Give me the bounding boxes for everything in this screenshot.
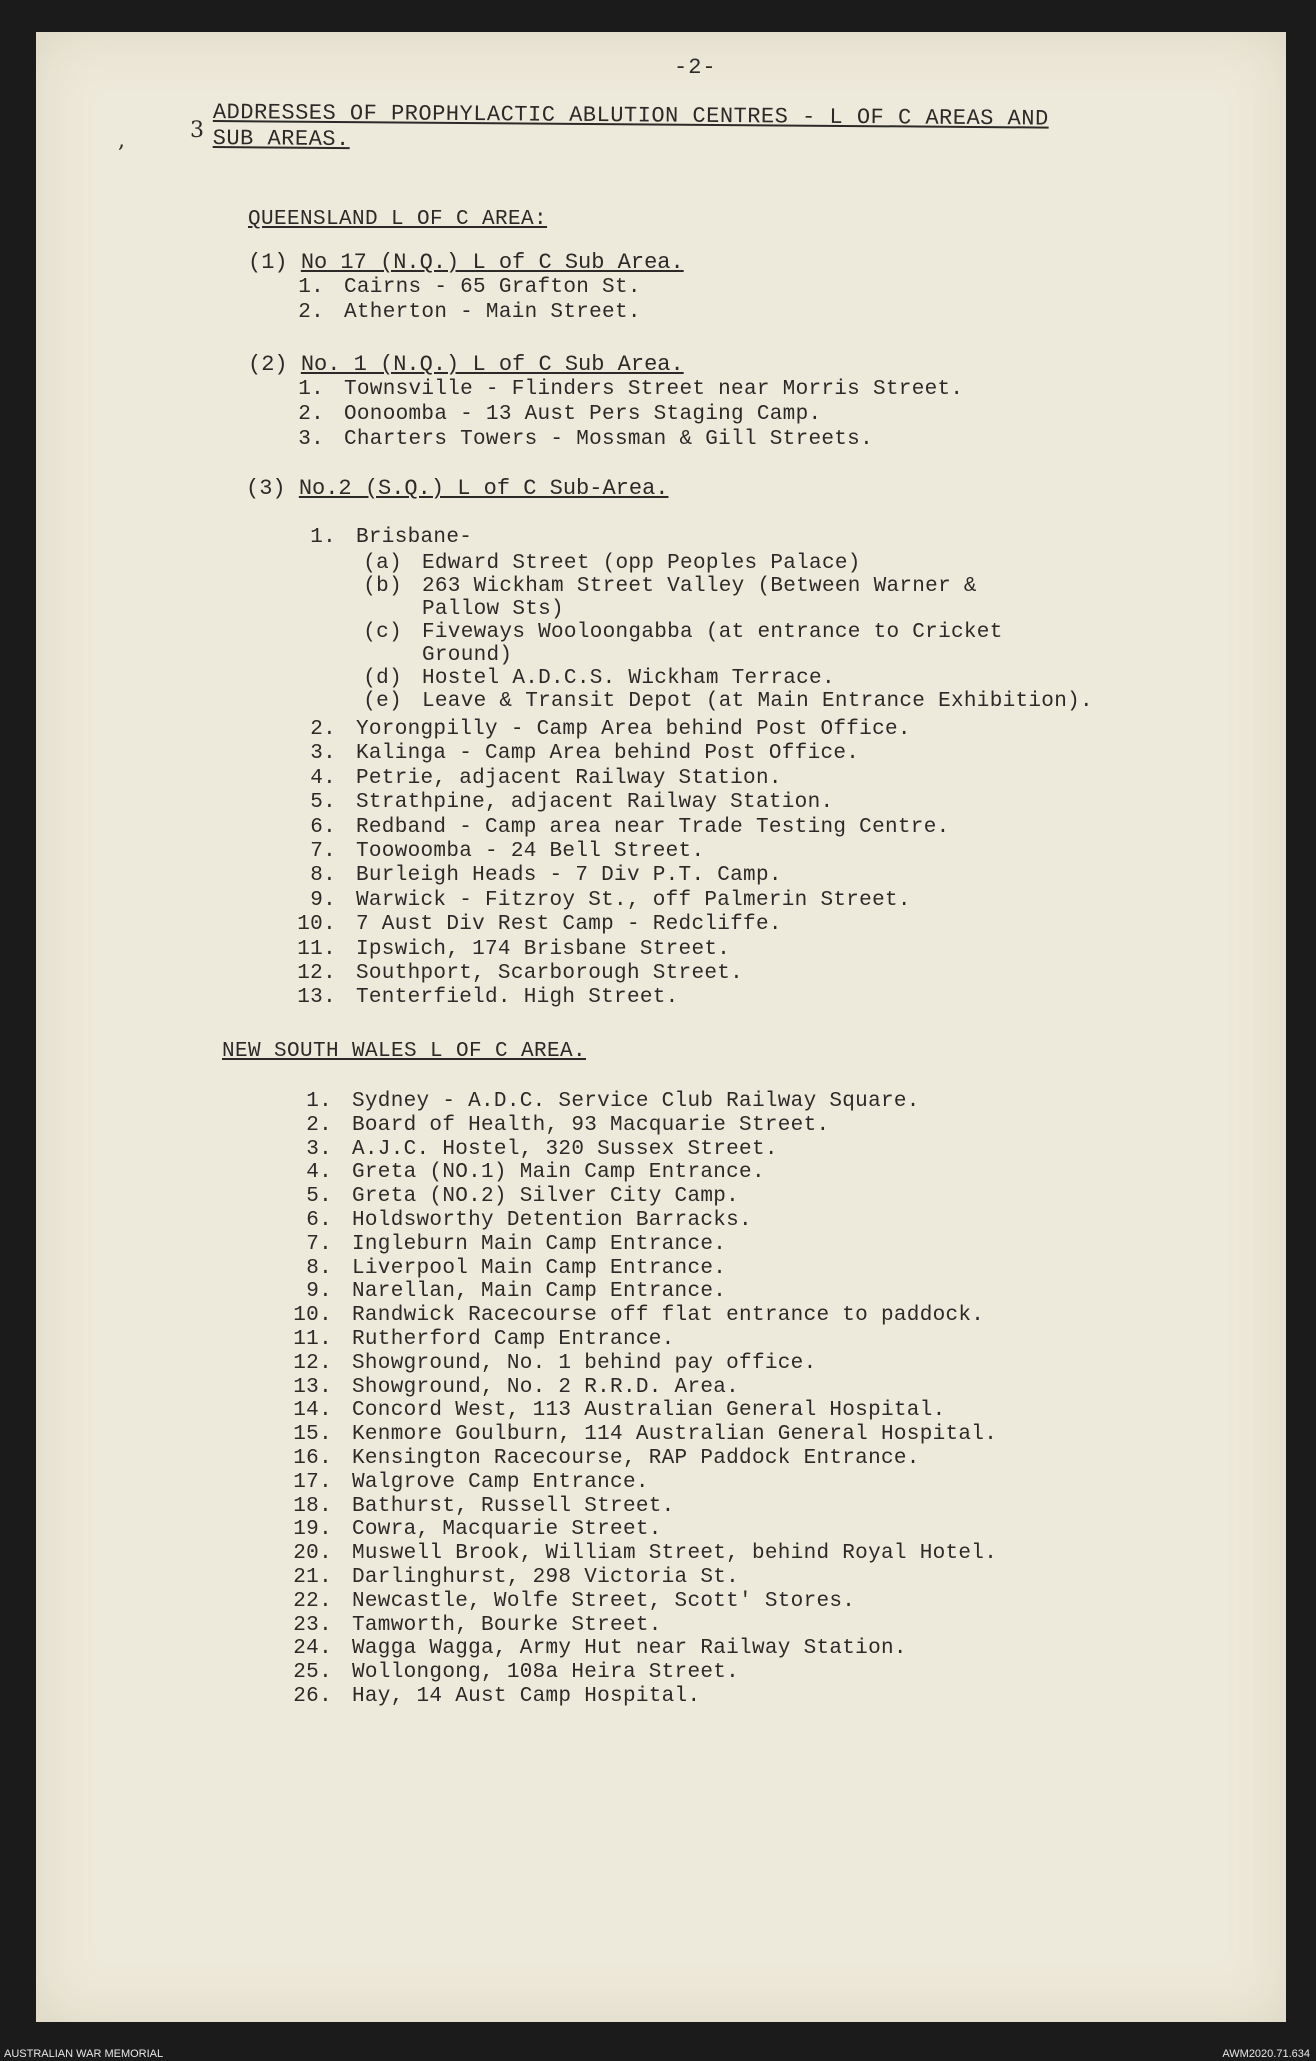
list-item (362, 575, 977, 599)
item-text: Sydney - A.D.C. Service Club Railway Square. (352, 1090, 920, 1113)
item-number: 1. (310, 526, 336, 549)
list-item (288, 1328, 675, 1352)
item-number: (a) (363, 552, 402, 575)
item-number: 1. (298, 378, 324, 401)
item-number: 26. (293, 1685, 332, 1708)
list-item (288, 1495, 675, 1519)
list-item (292, 889, 911, 913)
item-text: 7 Aust Div Rest Camp - Redcliffe. (356, 913, 782, 937)
item-number: 2. (306, 1113, 332, 1137)
item-text: Greta (NO.2) Silver City Camp. (352, 1185, 740, 1209)
item-text: Redband - Camp area near Trade Testing Centre. (356, 815, 950, 839)
list-item (292, 791, 833, 815)
list-item (288, 1614, 662, 1638)
item-text: Rutherford Camp Entrance. (352, 1328, 675, 1351)
list-item (362, 621, 1003, 645)
item-text: Narellan, Main Camp Entrance. (352, 1280, 727, 1304)
sub-area-1-heading (248, 250, 684, 275)
item-number: 6. (306, 1209, 332, 1232)
item-number: 2. (298, 403, 324, 426)
item-number: 13. (297, 986, 336, 1010)
item-text: Charters Towers - Mossman & Gill Streets. (344, 428, 873, 451)
item-text: Burleigh Heads - 7 Div P.T. Camp. (356, 864, 782, 888)
list-item (288, 1376, 739, 1400)
margin-mark: , (118, 128, 125, 153)
list-item (288, 1352, 816, 1376)
archive-name: AUSTRALIAN WAR MEMORIAL (4, 2048, 164, 2060)
list-item (288, 1471, 649, 1495)
sub-area-number: (2) (248, 352, 288, 377)
item-text: Bathurst, Russell Street. (352, 1494, 675, 1518)
item-number: 13. (293, 1375, 332, 1399)
list-item (362, 598, 564, 622)
list-item (292, 816, 950, 840)
list-item (288, 1280, 726, 1304)
list-item (362, 552, 861, 576)
list-item (288, 1161, 765, 1185)
item-number: 17. (293, 1470, 332, 1494)
item-text: 263 Wickham Street Valley (Between Warner & (422, 575, 977, 598)
list-item (292, 718, 911, 742)
item-text: Muswell Brook, William Street, behind Royal Hotel. (352, 1542, 998, 1566)
item-text: Randwick Racecourse off flat entrance to paddock. (352, 1304, 985, 1328)
list-item (288, 1257, 726, 1281)
list-item (292, 962, 743, 986)
list-item (288, 1637, 907, 1661)
margin-number: 3 (190, 118, 204, 143)
item-number: 3. (306, 1137, 332, 1161)
queensland-heading: QUEENSLAND L OF C AREA: (248, 208, 548, 231)
list-item (288, 1542, 997, 1566)
item-number: 5. (310, 791, 336, 815)
list-item (288, 1399, 946, 1423)
item-text: Cowra, Macquarie Street. (352, 1518, 662, 1542)
item-number: 23. (293, 1613, 332, 1637)
item-text: Newcastle, Wolfe Street, Scott' Stores. (352, 1589, 856, 1613)
list-item (362, 644, 512, 668)
item-number: 4. (306, 1161, 332, 1185)
list-item (288, 1233, 726, 1257)
item-text: Southport, Scarborough Street. (356, 962, 744, 985)
item-text: Concord West, 113 Australian General Hospital. (352, 1399, 946, 1423)
item-text: Ingleburn Main Camp Entrance. (352, 1232, 727, 1256)
item-text: Liverpool Main Camp Entrance. (352, 1256, 727, 1280)
nsw-heading: NEW SOUTH WALES L OF C AREA. (222, 1040, 587, 1063)
item-text: Leave & Transit Depot (at Main Entrance Exhibition). (422, 690, 1093, 713)
item-number: 9. (306, 1280, 332, 1304)
item-text: Strathpine, adjacent Railway Station. (356, 791, 834, 815)
item-number: 16. (293, 1447, 332, 1470)
sub-area-label: No 17 (N.Q.) L of C Sub Area. (300, 250, 684, 275)
list-item (288, 1518, 662, 1542)
sub-area-label: No. 1 (N.Q.) L of C Sub Area. (300, 352, 684, 377)
page-number: -2- (674, 55, 717, 80)
list-item (290, 301, 641, 325)
item-number: 2. (298, 301, 324, 324)
item-number: 8. (310, 864, 336, 888)
item-number: 3. (298, 428, 324, 451)
document-title: ADDRESSES OF PROPHYLACTIC ABLUTION CENTRES - L OF C AREAS AND SUB AREAS. (212, 100, 1049, 153)
item-text: A.J.C. Hostel, 320 Sussex Street. (352, 1137, 778, 1161)
item-number: (e) (363, 690, 402, 713)
sub-area-number: (3) (246, 476, 286, 501)
item-number: 1. (306, 1090, 332, 1113)
item-number: 2. (310, 718, 336, 741)
item-number: 6. (310, 815, 336, 839)
item-number: 22. (293, 1589, 332, 1613)
list-item (292, 767, 782, 791)
list-item (290, 378, 963, 402)
sub-area-label: No.2 (S.Q.) L of C Sub-Area. (298, 476, 669, 501)
sub-area-3-heading (246, 476, 668, 501)
item-number: 10. (297, 913, 336, 937)
list-item (292, 840, 704, 864)
item-number: 7. (306, 1232, 332, 1256)
item-number: 25. (293, 1661, 332, 1685)
item-number: 5. (306, 1185, 332, 1209)
item-text: Greta (NO.1) Main Camp Entrance. (352, 1161, 765, 1185)
item-number: 12. (297, 962, 336, 985)
item-text: Wagga Wagga, Army Hut near Railway Station. (352, 1637, 907, 1661)
item-number: 15. (293, 1423, 332, 1447)
list-item (362, 667, 835, 691)
list-item (290, 276, 641, 300)
item-number: 10. (293, 1304, 332, 1328)
list-item (288, 1661, 739, 1685)
list-item (288, 1090, 920, 1114)
list-item (288, 1590, 855, 1614)
list-item (292, 938, 730, 962)
list-item (292, 742, 859, 766)
item-number: 7. (310, 840, 336, 863)
sub-area-number: (1) (248, 250, 288, 275)
item-number: 3. (310, 742, 336, 766)
list-item (288, 1685, 700, 1709)
item-text: Showground, No. 1 behind pay office. (352, 1351, 817, 1375)
list-item (288, 1138, 778, 1162)
item-text: Wollongong, 108a Heira Street. (352, 1661, 740, 1685)
item-text: Hay, 14 Aust Camp Hospital. (352, 1685, 701, 1708)
item-text: Oonoomba - 13 Aust Pers Staging Camp. (344, 403, 822, 426)
item-text: Showground, No. 2 R.R.D. Area. (352, 1375, 740, 1399)
item-text: Ground) (422, 644, 513, 667)
list-item (288, 1304, 984, 1328)
item-number: 11. (297, 937, 336, 961)
item-text: Kenmore Goulburn, 114 Australian General Hospital. (352, 1423, 998, 1447)
item-text: Atherton - Main Street. (344, 301, 641, 324)
document-page (36, 32, 1286, 2022)
item-text: Townsville - Flinders Street near Morris Street. (344, 378, 964, 401)
item-text: Pallow Sts) (422, 598, 564, 621)
list-item (292, 864, 782, 888)
list-item (290, 428, 873, 452)
item-number: 14. (293, 1399, 332, 1423)
item-number: 18. (293, 1494, 332, 1518)
list-item (288, 1423, 997, 1447)
item-text: Kalinga - Camp Area behind Post Office. (356, 742, 860, 766)
item-text: Board of Health, 93 Macquarie Street. (352, 1113, 830, 1137)
item-text: Ipswich, 174 Brisbane Street. (356, 937, 731, 961)
list-item (292, 913, 782, 937)
list-item (288, 1447, 920, 1471)
item-text: Edward Street (opp Peoples Palace) (422, 552, 861, 575)
item-text: Petrie, adjacent Railway Station. (356, 766, 782, 790)
item-text: Darlinghurst, 298 Victoria St. (352, 1566, 740, 1589)
item-number: 19. (293, 1518, 332, 1542)
list-item (362, 690, 1093, 714)
list-item (288, 1209, 752, 1233)
item-text: Holdsworthy Detention Barracks. (352, 1209, 752, 1232)
item-number: 1. (298, 276, 324, 299)
item-text: Toowoomba - 24 Bell Street. (356, 840, 705, 863)
item-text: Hostel A.D.C.S. Wickham Terrace. (422, 667, 835, 690)
brisbane-item (292, 526, 472, 550)
list-item (290, 403, 821, 427)
list-item (292, 986, 679, 1010)
item-number: (d) (363, 667, 402, 690)
archive-reference: AWM2020.71.634 (1222, 2048, 1310, 2060)
item-number: 9. (310, 888, 336, 912)
list-item (288, 1566, 739, 1590)
archive-footer (0, 2034, 1316, 2061)
item-number: 21. (293, 1566, 332, 1589)
item-text: Warwick - Fitzroy St., off Palmerin Street. (356, 888, 911, 912)
sub-area-2-heading (248, 352, 684, 377)
item-number: (c) (363, 621, 402, 644)
item-number: 20. (293, 1542, 332, 1566)
item-text: Tamworth, Bourke Street. (352, 1613, 662, 1637)
item-number: 12. (293, 1351, 332, 1375)
list-item (288, 1185, 739, 1209)
item-text: Walgrove Camp Entrance. (352, 1470, 649, 1494)
item-number: 8. (306, 1256, 332, 1280)
item-text: Fiveways Wooloongabba (at entrance to Cricket (422, 621, 1003, 644)
item-text: Brisbane- (356, 526, 473, 549)
item-number: (b) (363, 575, 402, 598)
item-number: 11. (293, 1328, 332, 1351)
item-text: Kensington Racecourse, RAP Paddock Entrance. (352, 1447, 920, 1470)
item-text: Tenterfield. High Street. (356, 986, 679, 1010)
list-item (288, 1114, 829, 1138)
item-text: Cairns - 65 Grafton St. (344, 276, 641, 299)
item-text: Yorongpilly - Camp Area behind Post Office. (356, 718, 911, 741)
item-number: 24. (293, 1637, 332, 1661)
item-number: 4. (310, 766, 336, 790)
